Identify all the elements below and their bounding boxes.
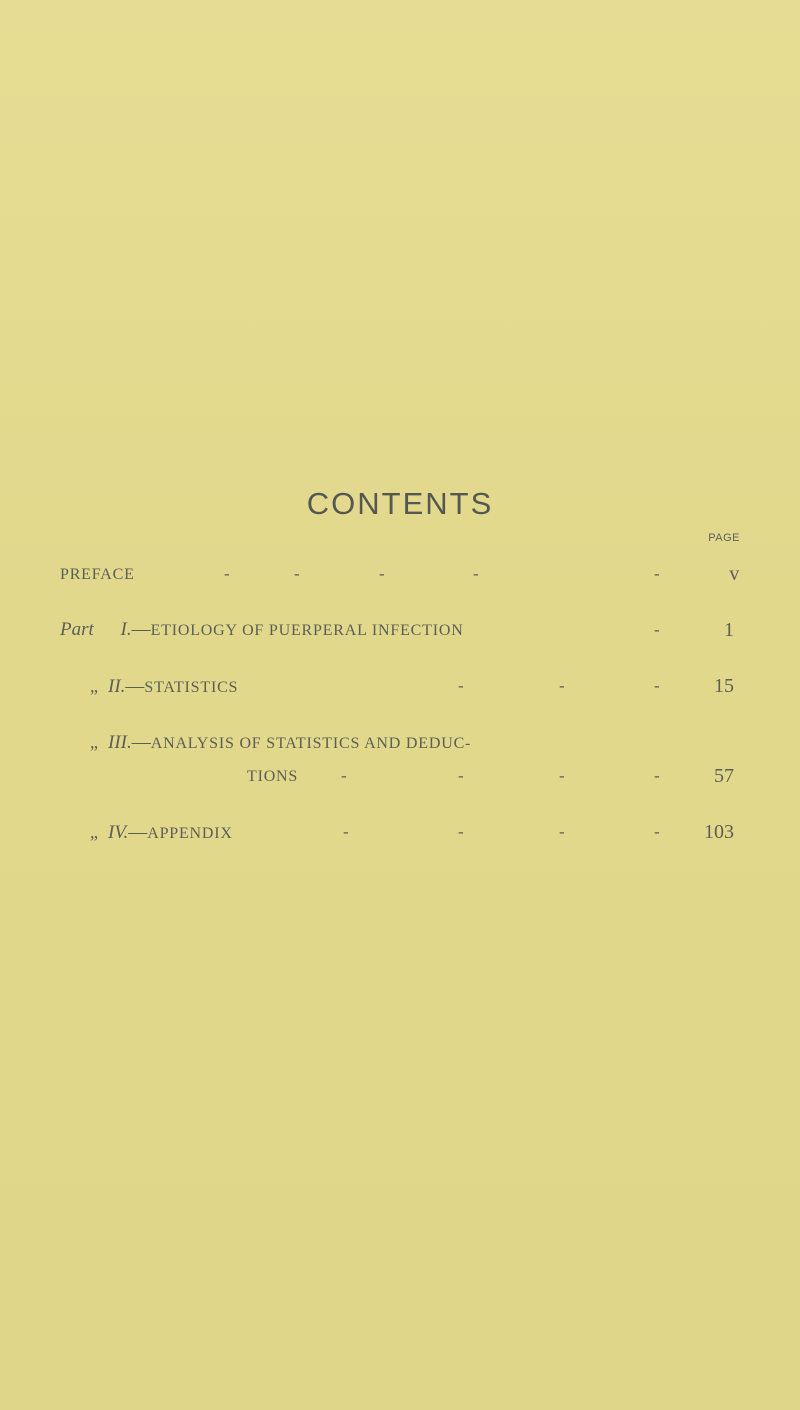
toc-page-number: 103 [704, 821, 734, 843]
leader-dash: - [224, 564, 230, 583]
leader-dash: - [458, 822, 464, 841]
leader-dash: - [654, 822, 660, 841]
em-dash: — [131, 732, 151, 753]
toc-entry-part-3-continuation[interactable] [247, 762, 750, 790]
ditto-mark: „ [90, 676, 98, 696]
ditto-mark: „ [90, 822, 98, 842]
part-prefix: Part [60, 619, 94, 640]
toc-label: PREFACE [60, 566, 135, 583]
part-numeral: II. [108, 676, 126, 697]
leader-dash: - [654, 766, 660, 785]
em-dash: — [125, 676, 145, 697]
toc-label: APPENDIX [147, 825, 233, 842]
part-numeral: I. [120, 619, 132, 640]
toc-label: STATISTICS [144, 679, 239, 696]
part-numeral: IV. [108, 822, 129, 843]
leader-dash: - [294, 564, 300, 583]
leader-dash: - [473, 564, 479, 583]
toc-entry-preface[interactable] [60, 560, 750, 588]
leader-dash: - [341, 766, 347, 785]
leader-dash: - [379, 564, 385, 583]
leader-dash: - [654, 564, 660, 583]
toc-page-number: 1 [724, 619, 734, 641]
leader-dash: - [559, 676, 565, 695]
toc-label: ETIOLOGY OF PUERPERAL INFECTION [150, 622, 464, 639]
em-dash: — [131, 619, 151, 640]
leader-dash: - [654, 620, 660, 639]
leader-dash: - [343, 822, 349, 841]
leader-dash: - [458, 676, 464, 695]
toc-page-number: v [729, 563, 740, 585]
leader-dash: - [654, 676, 660, 695]
page-title: CONTENTS [306, 486, 494, 521]
leader-dash: - [559, 822, 565, 841]
leader-dash: - [458, 766, 464, 785]
toc-entry-part-4[interactable] [90, 818, 750, 846]
toc-page-number: 15 [714, 675, 734, 697]
toc-entry-part-2[interactable] [90, 672, 750, 700]
page-column-label: PAGE [708, 532, 740, 544]
ditto-mark: „ [90, 732, 98, 752]
em-dash: — [128, 822, 148, 843]
toc-label: ANALYSIS OF STATISTICS AND DEDUC- [150, 735, 472, 752]
toc-entry-part-1[interactable] [60, 616, 750, 644]
part-numeral: III. [108, 732, 132, 753]
toc-entry-part-3[interactable] [90, 728, 750, 756]
toc-label-continuation: TIONS [247, 768, 299, 785]
leader-dash: - [559, 766, 565, 785]
toc-page-number: 57 [714, 765, 734, 787]
